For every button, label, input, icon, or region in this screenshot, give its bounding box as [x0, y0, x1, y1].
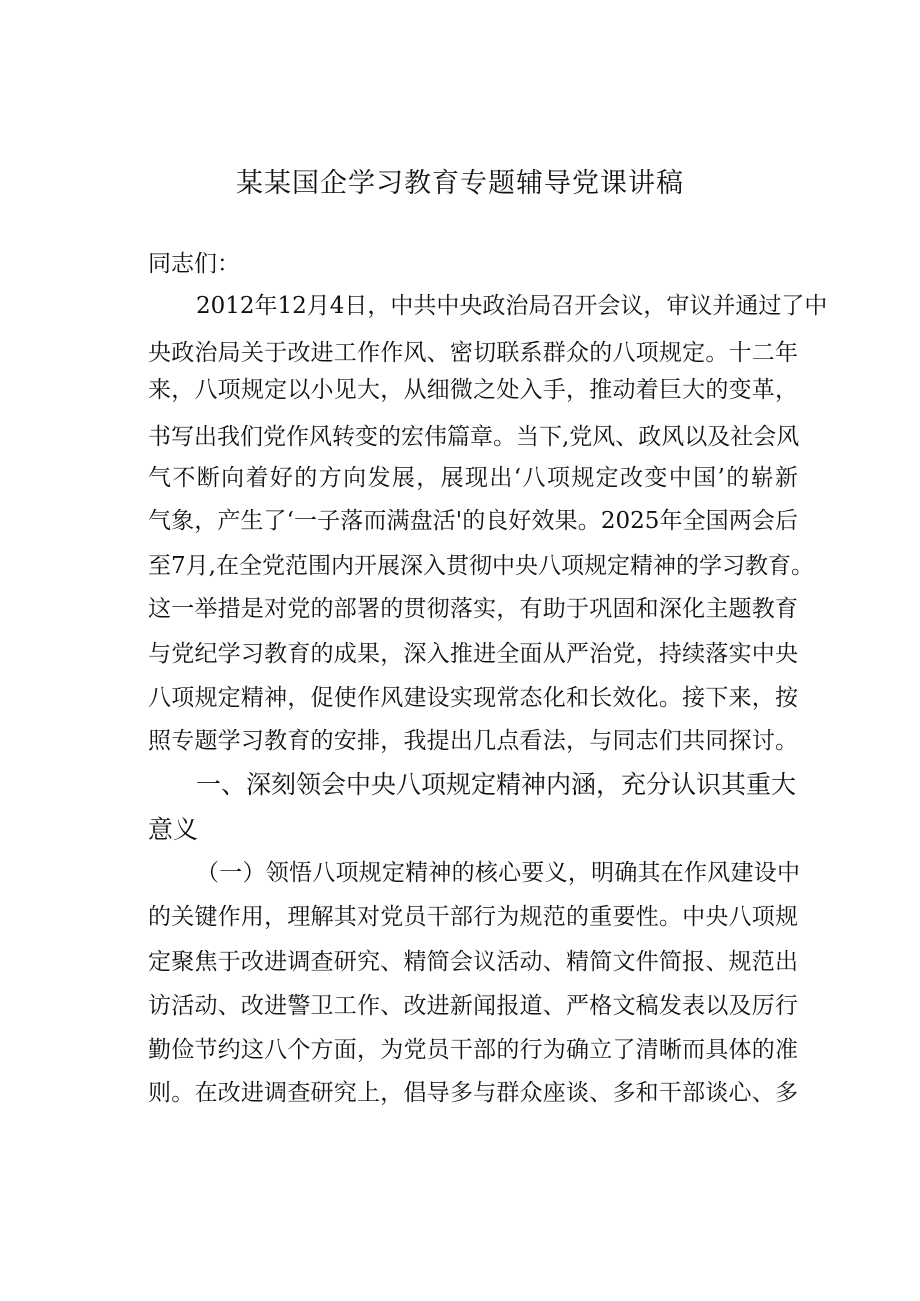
paragraph1-line: 八项规定精神，促使作风建设实现常态化和长效化。接下来，按 [148, 685, 798, 711]
paragraph1-line: 至7月,在全党范围内开展深入贯彻中央八项规定精神的学习教育。 [148, 553, 814, 579]
document-title: 某某国企学习教育专题辅导党课讲稿 [236, 168, 684, 199]
paragraph2-line: （一）领悟八项规定精神的核心要义，明确其在作风建设中 [196, 860, 800, 886]
paragraph2-line: 的关键作用，理解其对党员干部行为规范的重要性。中央八项规 [148, 904, 798, 930]
paragraph1-line: 照专题学习教育的安排，我提出几点看法，与同志们共同探讨。 [148, 728, 798, 754]
section-heading-1: 一、深刻领会中央八项规定精神内涵，充分认识其重大 [196, 770, 797, 799]
paragraph1-line: 与党纪学习教育的成果，深入推进全面从严治党，持续落实中央 [148, 641, 798, 667]
paragraph2-line: 定聚焦于改进调查研究、精简会议活动、精简文件简报、规范出 [148, 949, 798, 975]
paragraph1-line: 来，八项规定以小见大，从细微之处入手，推动着巨大的变革， [148, 377, 798, 403]
paragraph1-line: 2012年12月4日，中共中央政治局召开会议，审议并通过了中 [196, 293, 828, 319]
paragraph2-line: 则。在改进调查研究上，倡导多与群众座谈、多和干部谈心、多 [148, 1080, 798, 1106]
salutation: 同志们： [148, 251, 240, 277]
paragraph2-line: 访活动、改进警卫工作、改进新闻报道、严格文稿发表以及厉行 [148, 993, 798, 1019]
paragraph1-line: 这一举措是对党的部署的贯彻落实，有助于巩固和深化主题教育 [148, 596, 798, 622]
paragraph2-line: 勤俭节约这八个方面，为党员干部的行为确立了清晰而具体的准 [148, 1037, 798, 1063]
section-heading-1-cont: 意义 [148, 815, 199, 844]
paragraph1-line: 气象，产生了‘一子落而满盘活'的良好效果。2025年全国两会后 [148, 508, 798, 534]
paragraph1-line: 书写出我们党作风转变的宏伟篇章。当下,党风、政风以及社会风 [148, 424, 800, 450]
paragraph1-line: 气不断向着好的方向发展，展现出‘八项规定改变中国’的崭新 [148, 465, 798, 491]
paragraph1-line: 央政治局关于改进工作作风、密切联系群众的八项规定。十二年 [148, 340, 798, 366]
